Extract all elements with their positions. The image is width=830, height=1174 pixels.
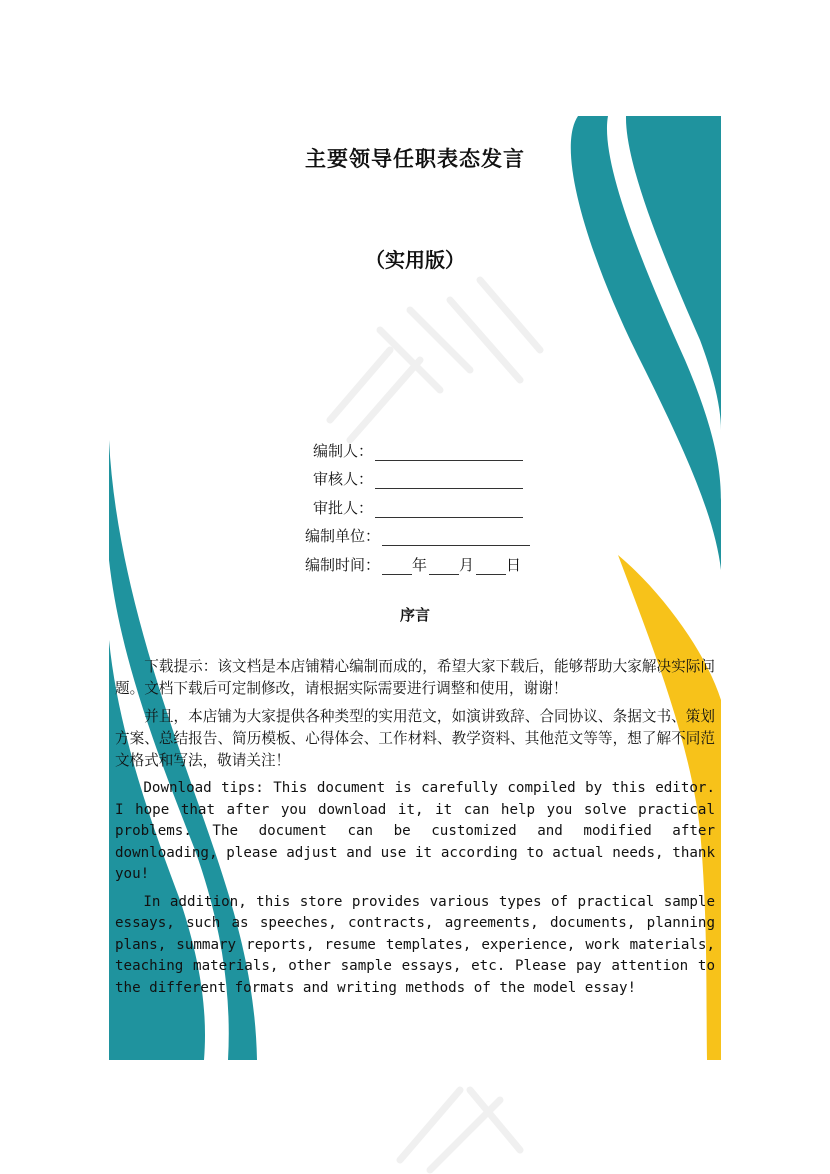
day-field[interactable] bbox=[476, 560, 506, 575]
reviewer-field[interactable] bbox=[375, 474, 523, 489]
author-row bbox=[298, 432, 530, 461]
approver-label: 审批人： bbox=[312, 498, 373, 517]
unit-row bbox=[298, 518, 530, 547]
preface-heading: 序言 bbox=[399, 606, 430, 624]
year-label: 年 bbox=[412, 555, 428, 574]
year-field[interactable] bbox=[382, 560, 412, 575]
reviewer-row bbox=[298, 461, 530, 490]
time-row bbox=[298, 546, 530, 575]
month-label: 月 bbox=[459, 555, 475, 574]
reviewer-label: 审核人： bbox=[312, 470, 373, 488]
metadata-block bbox=[298, 432, 530, 575]
preface-body bbox=[115, 656, 715, 1005]
author-label: 编制人： bbox=[312, 441, 373, 460]
document-subtitle: （实用版） bbox=[365, 248, 465, 272]
month-field[interactable] bbox=[429, 560, 459, 575]
paragraph-download-tip-en: Download tips: This document is carefully compiled by this editor. I hope that after you download it, it can help you solve practical problems. The document can be customized and modified after downloading, please adjust and use it according to actual needs, thank you! bbox=[115, 780, 715, 882]
approver-field[interactable] bbox=[375, 503, 523, 518]
document-title: 主要领导任职表态发言 bbox=[305, 147, 525, 171]
paragraph-download-tip-zh: 下载提示：该文档是本店铺精心编制而成的，希望大家下载后，能够帮助大家解决实际问题。文档下载后可定制修改，请根据实际需要进行调整和使用，谢谢！ bbox=[115, 658, 715, 697]
author-field[interactable] bbox=[375, 446, 523, 461]
unit-field[interactable] bbox=[382, 531, 530, 546]
time-label: 编制时间： bbox=[304, 555, 380, 574]
paragraph-store-info-zh: 并且，本店铺为大家提供各种类型的实用范文，如演讲致辞、合同协议、条据文书、策划方案、总结报告、简历模板、心得体会、工作材料、教学资料、其他范文等等，想了解不同范文格式和写法，敬请关注！ bbox=[115, 708, 715, 769]
paragraph-store-info-en: In addition, this store provides various types of practical sample essays, such as speeches, contracts, agreements, documents, planning plans, summary reports, resume templates, experience, work materials, teaching materials, other sample essays, etc. Please pay attention to the different formats and writing methods of the model essay! bbox=[115, 893, 715, 996]
unit-label: 编制单位： bbox=[304, 527, 380, 545]
day-label: 日 bbox=[506, 555, 522, 574]
approver-row bbox=[298, 489, 530, 518]
